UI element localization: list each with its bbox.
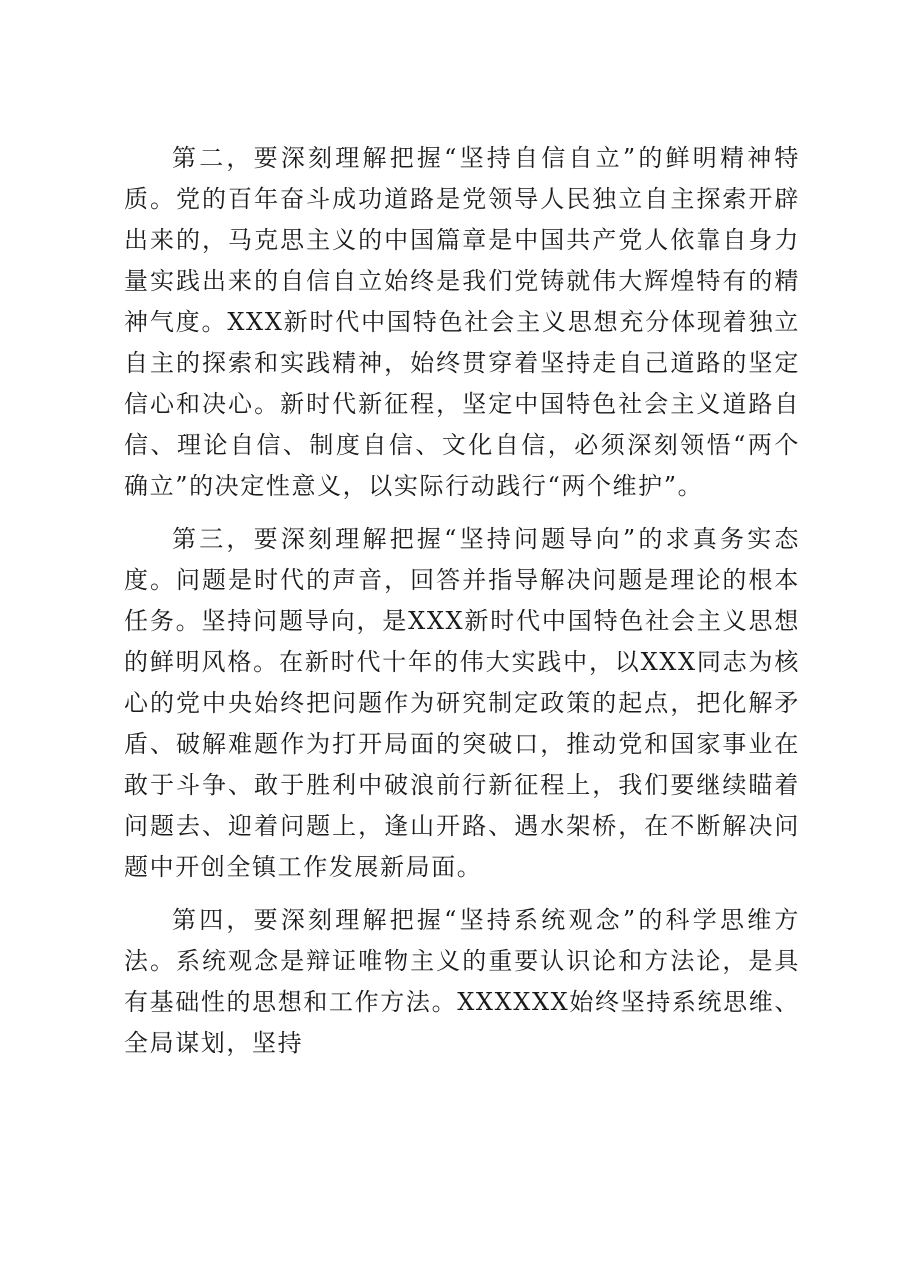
paragraph-fourth-point: 第四，要深刻理解把握“坚持系统观念”的科学思维方法。系统观念是辩证唯物主义的重要认识论和方法论，是具有基础性的思想和工作方法。XXXXXX始终坚持系统思维、全局谋划，坚持 <box>124 906 800 1057</box>
document-body <box>124 138 800 1076</box>
paragraph-second-point: 第二，要深刻理解把握“坚持自信自立”的鲜明精神特质。党的百年奋斗成功道路是党领导人民独立自主探索开辟出来的，马克思主义的中国篇章是中国共产党人依靠自身力量实践出来的自信自立始终是我们党铸就伟大辉煌特有的精神气度。XXX新时代中国特色社会主义思想充分体现着独立自主的探索和实践精神，始终贯穿着坚持走自己道路的坚定信心和决心。新时代新征程，坚定中国特色社会主义道路自信、理论自信、制度自信、文化自信，必须深刻领悟“两个确立”的决定性意义，以实际行动践行“两个维护”。 <box>124 144 800 500</box>
paragraph-third-point: 第三，要深刻理解把握“坚持问题导向”的求真务实态度。问题是时代的声音，回答并指导解决问题是理论的根本任务。坚持问题导向，是XXX新时代中国特色社会主义思想的鲜明风格。在新时代十年的伟大实践中，以XXX同志为核心的党中央始终把问题作为研究制定政策的起点，把化解矛盾、破解难题作为打开局面的突破口，推动党和国家事业在敢于斗争、敢于胜利中破浪前行新征程上，我们要继续瞄着问题去、迎着问题上，逢山开路、遇水架桥，在不断解决问题中开创全镇工作发展新局面。 <box>124 525 800 881</box>
